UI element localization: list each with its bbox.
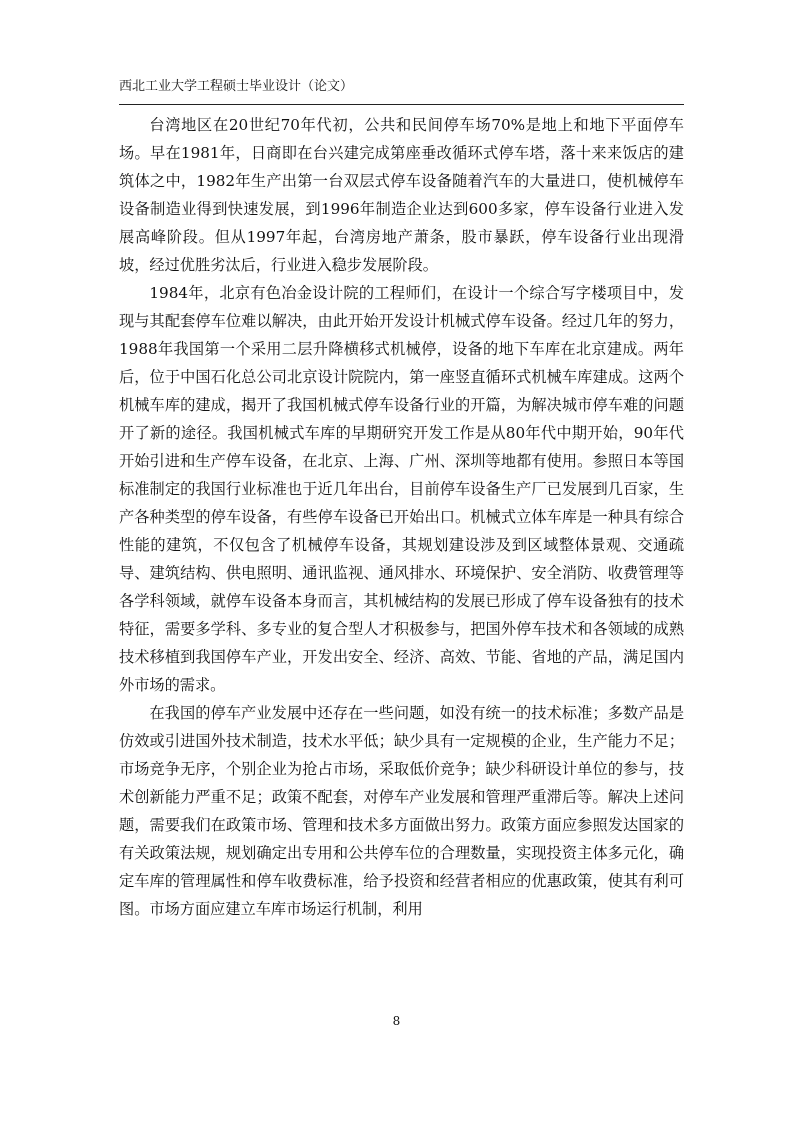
- paragraph-3: 在我国的停车产业发展中还存在一些问题，如没有统一的技术标准；多数产品是仿效或引进国外技术制造，技术水平低；缺少具有一定规模的企业，生产能力不足；市场竞争无序，个别企业为抢占市场，采取低价竞争；缺少科研设计单位的参与，技术创新能力严重不足；政策不配套，对停车产业发展和管理严重滞后等。解决上述问题，需要我们在政策市场、管理和技术多方面做出努力。政策方面应参照发达国家的有关政策法规，规划确定出专用和公共停车位的合理数量，实现投资主体多元化，确定车库的管理属性和停车收费标准，给予投资和经营者相应的优惠政策，使其有利可图。市场方面应建立车库市场运行机制，利用: [119, 704, 684, 918]
- paragraph-1: 台湾地区在20世纪70年代初，公共和民间停车场70%是地上和地下平面停车场。早在1981年，日商即在台兴建完成第座垂改循环式停车塔，落十来来饭店的建筑体之中，1982年生产出第一台双层式停车设备随着汽车的大量进口，使机械停车设备制造业得到快速发展，到1996年制造企业达到600多家，停车设备行业进入发展高峰阶段。但从1997年起，台湾房地产萧条，股市暴跃，停车设备行业出现滑坡，经过优胜劣汰后，行业进入稳步发展阶段。: [119, 116, 684, 274]
- body-text: [119, 111, 684, 923]
- header-rule: [119, 104, 684, 105]
- page-number: 8: [392, 1014, 401, 1028]
- running-header: 西北工业大学工程硕士毕业设计（论文）: [119, 79, 354, 94]
- paragraph-2: 1984年，北京有色冶金设计院的工程师们，在设计一个综合写字楼项目中，发现与其配套停车位难以解决，由此开始开发设计机械式停车设备。经过几年的努力，1988年我国第一个采用二层升降横移式机械停，设备的地下车库在北京建成。两年后，位于中国石化总公司北京设计院院内，第一座竖直循环式机械车库建成。这两个机械车库的建成，揭开了我国机械式停车设备行业的开篇，为解决城市停车难的问题开了新的途径。我国机械式车库的早期研究开发工作是从80年代中期开始，90年代开始引进和生产停车设备，在北京、上海、广州、深圳等地都有使用。参照日本等国标准制定的我国行业标准也于近几年出台，目前停车设备生产厂已发展到几百家，生产各种类型的停车设备，有些停车设备已开始出口。机械式立体车库是一种具有综合性能的建筑，不仅包含了机械停车设备，其规划建设涉及到区域整体景观、交通疏导、建筑结构、供电照明、通讯监视、通风排水、环境保护、安全消防、收费管理等各学科领域，就停车设备本身而言，其机械结构的发展已形成了停车设备独有的技术特征，需要多学科、多专业的复合型人才积极参与，把国外停车技术和各领域的成熟技术移植到我国停车产业，开发出安全、经济、高效、节能、省地的产品，满足国内外市场的需求。: [119, 284, 684, 694]
